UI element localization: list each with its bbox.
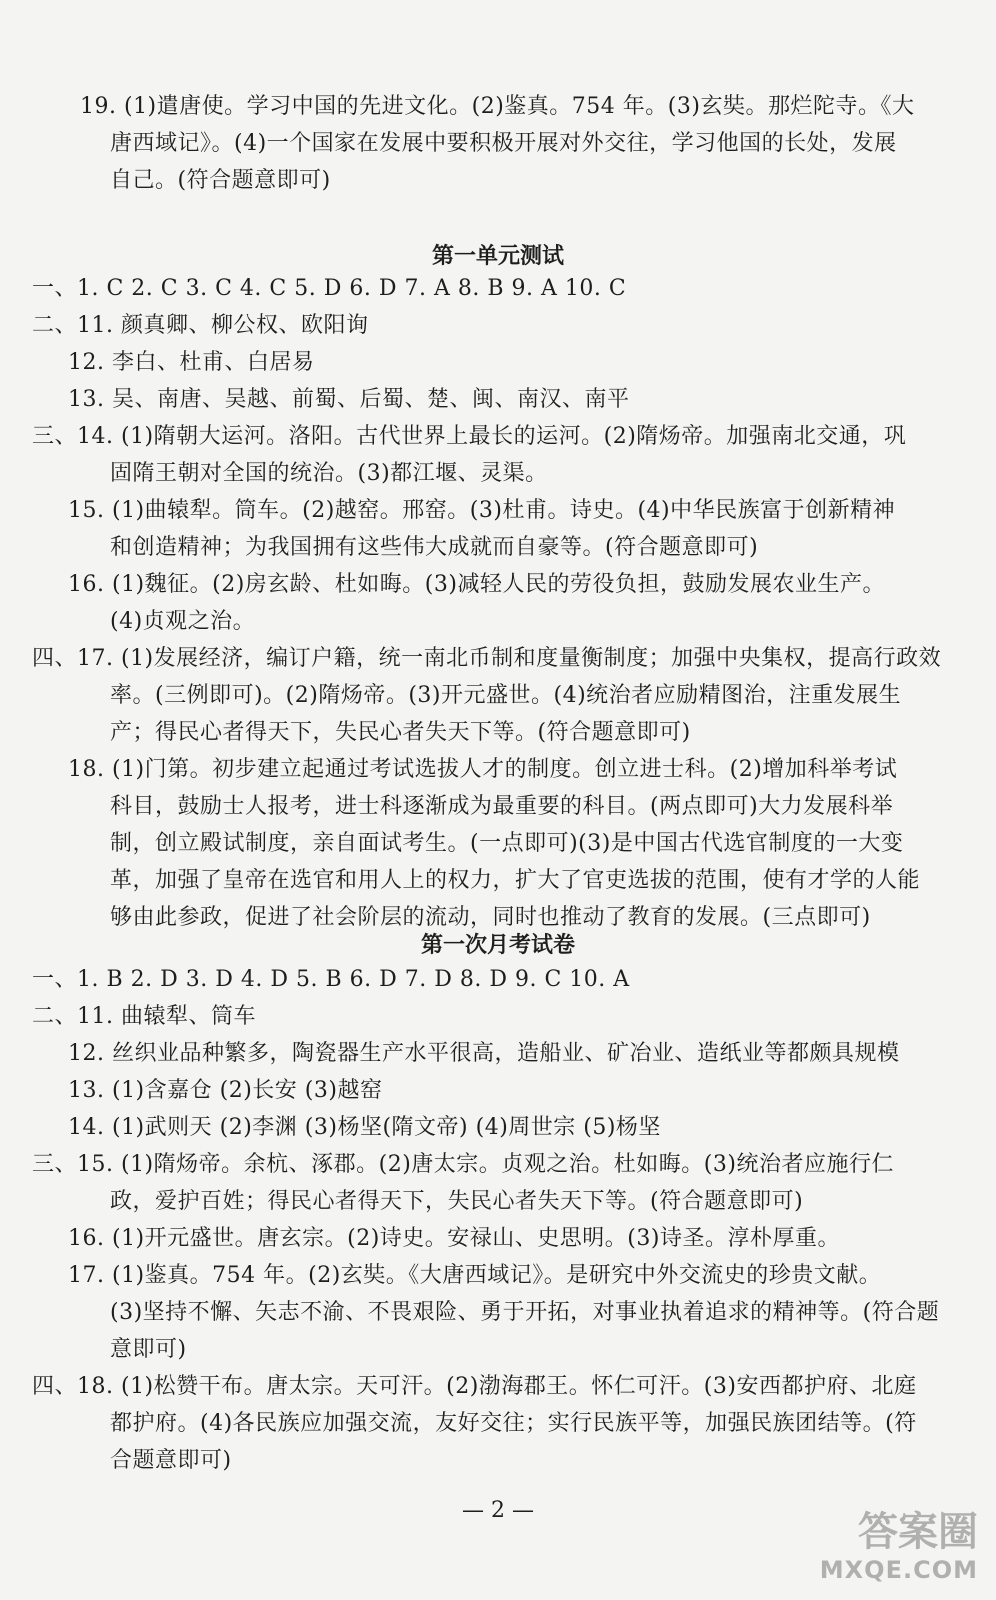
text-line: 科目，鼓励士人报考，进士科逐渐成为最重要的科目。(两点即可)大力发展科举 — [110, 794, 894, 819]
text-line: (4)贞观之治。 — [110, 609, 256, 634]
text-line: 14. (1)武则天 (2)李渊 (3)杨坚(隋文帝) (4)周世宗 (5)杨坚 — [68, 1115, 661, 1140]
text-line: 固隋王朝对全国的统治。(3)都江堰、灵渠。 — [110, 461, 548, 486]
text-line: (3)坚持不懈、矢志不渝、不畏艰险、勇于开拓，对事业执着追求的精神等。(符合题 — [110, 1300, 940, 1325]
text-line: 产；得民心者得天下，失民心者失天下等。(符合题意即可) — [110, 720, 691, 745]
text-line: 16. (1)魏征。(2)房玄龄、杜如晦。(3)减轻人民的劳役负担，鼓励发展农业生产。 — [68, 572, 885, 597]
text-line: 17. (1)鉴真。754 年。(2)玄奘。《大唐西域记》。是研究中外交流史的珍贵文献。 — [68, 1263, 882, 1288]
text-line: 率。(三例即可)。(2)隋炀帝。(3)开元盛世。(4)统治者应励精图治，注重发展生 — [110, 683, 902, 708]
section-title: 第一次月考试卷 — [420, 932, 575, 958]
text-line: 四、18. (1)松赞干布。唐太宗。天可汗。(2)渤海郡王。怀仁可汗。(3)安西都护府、北庭 — [32, 1374, 917, 1399]
watermark-logo-text: 答案圈 — [858, 1509, 978, 1555]
text-line: 革，加强了皇帝在选官和用人上的权力，扩大了官吏选拔的范围，使有才学的人能 — [110, 868, 921, 893]
section-title: 第一单元测试 — [431, 243, 564, 269]
text-line: 三、15. (1)隋炀帝。余杭、涿郡。(2)唐太宗。贞观之治。杜如晦。(3)统治者应施行仁 — [32, 1152, 894, 1177]
text-line: 13. 吴、南唐、吴越、前蜀、后蜀、楚、闽、南汉、南平 — [68, 387, 630, 412]
text-line: 12. 丝织业品种繁多，陶瓷器生产水平很高，造船业、矿冶业、造纸业等都颇具规模 — [68, 1041, 900, 1066]
text-line: 15. (1)曲辕犁。筒车。(2)越窑。邢窑。(3)杜甫。诗史。(4)中华民族富于创新精神 — [68, 498, 896, 523]
watermark-url-text: MXQE.COM — [819, 1556, 978, 1584]
text-line: 二、11. 颜真卿、柳公权、欧阳询 — [32, 313, 369, 338]
text-line: 19. (1)遣唐使。学习中国的先进文化。(2)鉴真。754 年。(3)玄奘。那烂陀寺。《大 — [80, 94, 915, 119]
text-line: 意即可) — [110, 1337, 187, 1362]
text-line: 够由此参政，促进了社会阶层的流动，同时也推动了教育的发展。(三点即可) — [110, 905, 871, 930]
page-number: — 2 — — [462, 1498, 534, 1523]
text-line: 四、17. (1)发展经济，编订户籍，统一南北币制和度量衡制度；加强中央集权，提高行政效 — [32, 646, 942, 671]
text-line: 唐西域记》。(4)一个国家在发展中要积极开展对外交往，学习他国的长处，发展 — [110, 131, 897, 156]
text-line: 一、1. B 2. D 3. D 4. D 5. B 6. D 7. D 8. D 9. C 10. A — [32, 967, 630, 992]
text-line: 和创造精神；为我国拥有这些伟大成就而自豪等。(符合题意即可) — [110, 535, 759, 560]
text-line: 自己。(符合题意即可) — [110, 168, 331, 193]
watermark-logo — [808, 1510, 978, 1588]
text-line: 政，爱护百姓；得民心者得天下，失民心者失天下等。(符合题意即可) — [110, 1189, 804, 1214]
text-line: 三、14. (1)隋朝大运河。洛阳。古代世界上最长的运河。(2)隋炀帝。加强南北交通，巩 — [32, 424, 907, 449]
text-line: 13. (1)含嘉仓 (2)长安 (3)越窑 — [68, 1078, 383, 1103]
text-line: 12. 李白、杜甫、白居易 — [68, 350, 315, 375]
text-line: 18. (1)门第。初步建立起通过考试选拔人才的制度。创立进士科。(2)增加科举考试 — [68, 757, 898, 782]
text-line: 合题意即可) — [110, 1448, 232, 1473]
text-line: 都护府。(4)各民族应加强交流，友好交往；实行民族平等，加强民族团结等。(符 — [110, 1411, 917, 1436]
text-line: 制，创立殿试制度，亲自面试考生。(一点即可)(3)是中国古代选官制度的一大变 — [110, 831, 904, 856]
text-line: 一、1. C 2. C 3. C 4. C 5. D 6. D 7. A 8. B 9. A 10. C — [32, 276, 627, 301]
text-line: 二、11. 曲辕犁、筒车 — [32, 1004, 256, 1029]
text-line: 16. (1)开元盛世。唐玄宗。(2)诗史。安禄山、史思明。(3)诗圣。淳朴厚重。 — [68, 1226, 840, 1251]
